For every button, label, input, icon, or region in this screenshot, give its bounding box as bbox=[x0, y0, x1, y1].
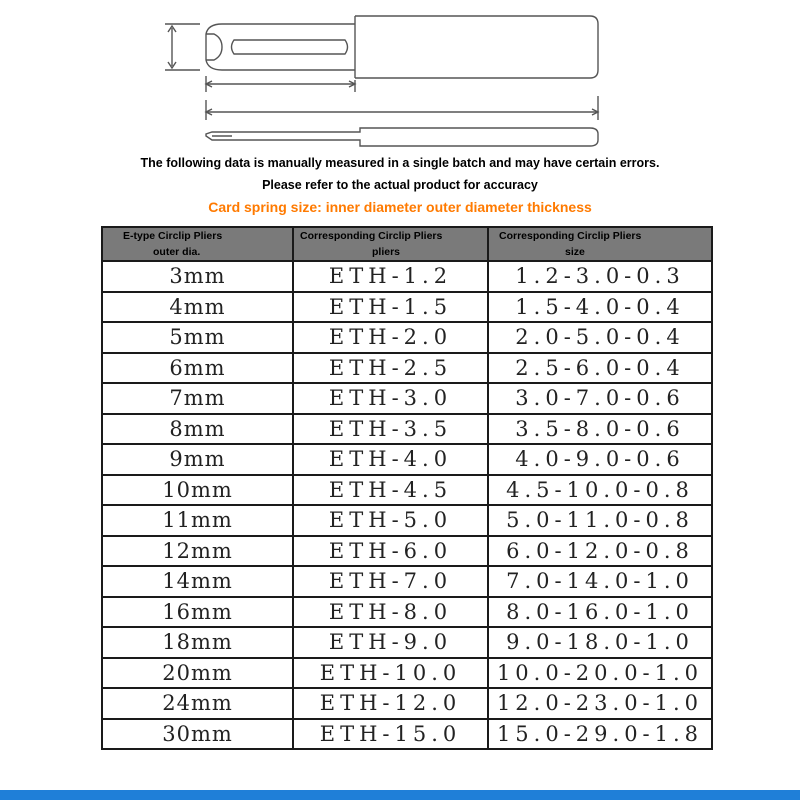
bottom-accent-bar bbox=[0, 790, 800, 800]
table-row bbox=[102, 414, 712, 445]
table-row bbox=[102, 292, 712, 323]
section-heading: Card spring size: inner diameter outer diameter thickness bbox=[208, 199, 592, 215]
side-view-outline bbox=[206, 128, 598, 146]
cell-size: 12.0-23.0-1.0 bbox=[488, 688, 712, 719]
cell-outer-dia: 8mm bbox=[102, 414, 293, 445]
cell-size: 5.0-11.0-0.8 bbox=[488, 505, 712, 536]
cell-pliers: ETH-10.0 bbox=[293, 658, 488, 689]
cell-outer-dia: 12mm bbox=[102, 536, 293, 567]
cell-size: 2.0-5.0-0.4 bbox=[488, 322, 712, 353]
tool-drawing bbox=[0, 0, 800, 158]
table-row bbox=[102, 505, 712, 536]
table-row bbox=[102, 444, 712, 475]
circlip-size-table bbox=[101, 226, 713, 750]
slot-tip bbox=[206, 34, 222, 60]
cell-pliers: ETH-1.5 bbox=[293, 292, 488, 323]
cell-size: 2.5-6.0-0.4 bbox=[488, 353, 712, 384]
cell-outer-dia: 14mm bbox=[102, 566, 293, 597]
cell-size: 1.5-4.0-0.4 bbox=[488, 292, 712, 323]
disclaimer-line-1: The following data is manually measured in a single batch and may have certain errors. bbox=[140, 156, 660, 170]
cell-outer-dia: 16mm bbox=[102, 597, 293, 628]
cell-size: 10.0-20.0-1.0 bbox=[488, 658, 712, 689]
cell-pliers: ETH-3.0 bbox=[293, 383, 488, 414]
cell-outer-dia: 7mm bbox=[102, 383, 293, 414]
cell-size: 7.0-14.0-1.0 bbox=[488, 566, 712, 597]
header-pliers: Corresponding Circlip Pliers pliers bbox=[293, 227, 488, 261]
cell-outer-dia: 10mm bbox=[102, 475, 293, 506]
cell-pliers: ETH-4.0 bbox=[293, 444, 488, 475]
handle-outline bbox=[355, 16, 598, 78]
table-row bbox=[102, 688, 712, 719]
table-row bbox=[102, 353, 712, 384]
cell-pliers: ETH-4.5 bbox=[293, 475, 488, 506]
cell-outer-dia: 18mm bbox=[102, 627, 293, 658]
table-row bbox=[102, 261, 712, 292]
header-size: Corresponding Circlip Pliers size bbox=[488, 227, 712, 261]
table-row bbox=[102, 475, 712, 506]
cell-outer-dia: 20mm bbox=[102, 658, 293, 689]
table-row bbox=[102, 627, 712, 658]
table-row bbox=[102, 536, 712, 567]
cell-size: 1.2-3.0-0.3 bbox=[488, 261, 712, 292]
cell-outer-dia: 4mm bbox=[102, 292, 293, 323]
cell-outer-dia: 5mm bbox=[102, 322, 293, 353]
cell-pliers: ETH-9.0 bbox=[293, 627, 488, 658]
cell-pliers: ETH-15.0 bbox=[293, 719, 488, 750]
table-header-row bbox=[102, 227, 712, 261]
disclaimer-line-2: Please refer to the actual product for accuracy bbox=[262, 178, 538, 192]
table-row bbox=[102, 383, 712, 414]
cell-outer-dia: 3mm bbox=[102, 261, 293, 292]
cell-pliers: ETH-12.0 bbox=[293, 688, 488, 719]
cell-size: 9.0-18.0-1.0 bbox=[488, 627, 712, 658]
cell-pliers: ETH-2.0 bbox=[293, 322, 488, 353]
cell-size: 15.0-29.0-1.8 bbox=[488, 719, 712, 750]
cell-pliers: ETH-7.0 bbox=[293, 566, 488, 597]
cell-size: 6.0-12.0-0.8 bbox=[488, 536, 712, 567]
cell-size: 4.0-9.0-0.6 bbox=[488, 444, 712, 475]
cell-pliers: ETH-5.0 bbox=[293, 505, 488, 536]
cell-outer-dia: 6mm bbox=[102, 353, 293, 384]
cell-outer-dia: 9mm bbox=[102, 444, 293, 475]
table-row bbox=[102, 566, 712, 597]
table-row bbox=[102, 597, 712, 628]
cell-pliers: ETH-3.5 bbox=[293, 414, 488, 445]
cell-outer-dia: 11mm bbox=[102, 505, 293, 536]
header-outer-dia: E-type Circlip Pliers outer dia. bbox=[102, 227, 293, 261]
cell-size: 3.0-7.0-0.6 bbox=[488, 383, 712, 414]
cell-pliers: ETH-1.2 bbox=[293, 261, 488, 292]
cell-pliers: ETH-8.0 bbox=[293, 597, 488, 628]
table-row bbox=[102, 719, 712, 750]
cell-pliers: ETH-6.0 bbox=[293, 536, 488, 567]
cell-size: 8.0-16.0-1.0 bbox=[488, 597, 712, 628]
cell-outer-dia: 24mm bbox=[102, 688, 293, 719]
table-row bbox=[102, 322, 712, 353]
cell-outer-dia: 30mm bbox=[102, 719, 293, 750]
shaft-outline bbox=[206, 16, 355, 78]
cell-pliers: ETH-2.5 bbox=[293, 353, 488, 384]
table-row bbox=[102, 658, 712, 689]
cell-size: 3.5-8.0-0.6 bbox=[488, 414, 712, 445]
cell-size: 4.5-10.0-0.8 bbox=[488, 475, 712, 506]
